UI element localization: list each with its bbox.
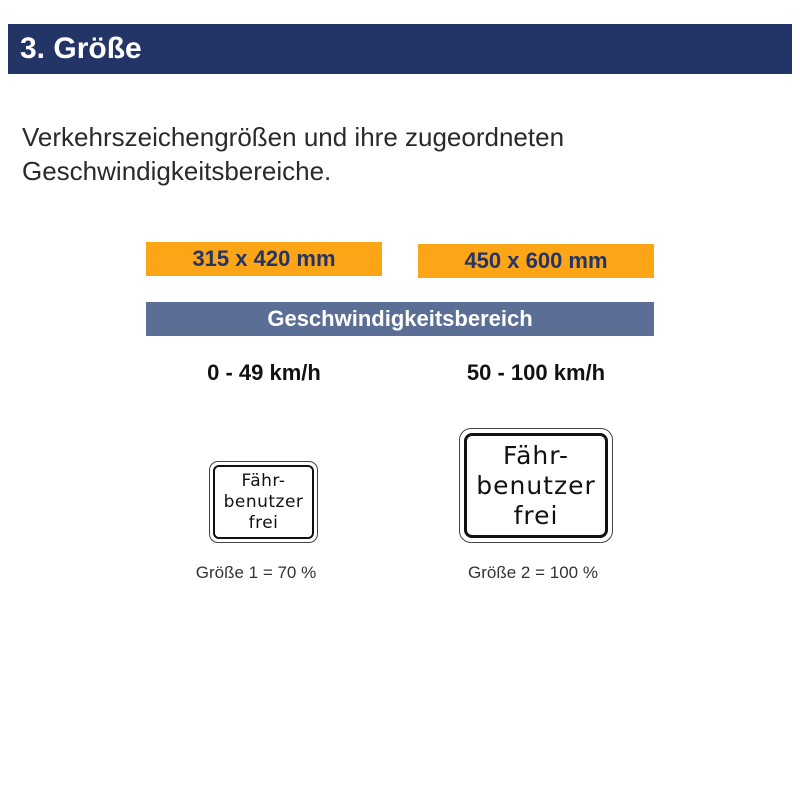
sign-text-line: frei [513, 500, 559, 530]
sign-text-line: frei [248, 512, 279, 533]
traffic-sign-size-2 [459, 428, 613, 543]
intro-text [22, 120, 742, 188]
traffic-sign-panel [213, 465, 314, 539]
traffic-sign-panel [464, 433, 608, 538]
traffic-sign-size-1 [209, 461, 318, 543]
section-title: 3. Größe [20, 32, 142, 65]
sign-text-line: Fähr- [241, 470, 286, 491]
speed-range-high: 50 - 100 km/h [466, 360, 606, 385]
intro-line-2: Geschwindigkeitsbereiche. [22, 156, 332, 186]
size-badge-large: 450 x 600 mm [418, 244, 654, 278]
sign-text-line: Fähr- [503, 440, 569, 470]
size-1-caption: Größe 1 = 70 % [195, 563, 317, 582]
sign-text-line: benutzer [476, 470, 596, 500]
section-header-bar [8, 24, 792, 74]
speed-range-header: Geschwindigkeitsbereich [146, 302, 654, 336]
intro-line-1: Verkehrszeichengrößen und ihre zugeordneten [22, 122, 565, 152]
sign-text-line: benutzer [223, 491, 304, 512]
speed-range-low: 0 - 49 km/h [207, 360, 321, 385]
size-badge-small: 315 x 420 mm [146, 242, 382, 276]
size-2-caption: Größe 2 = 100 % [468, 563, 598, 582]
